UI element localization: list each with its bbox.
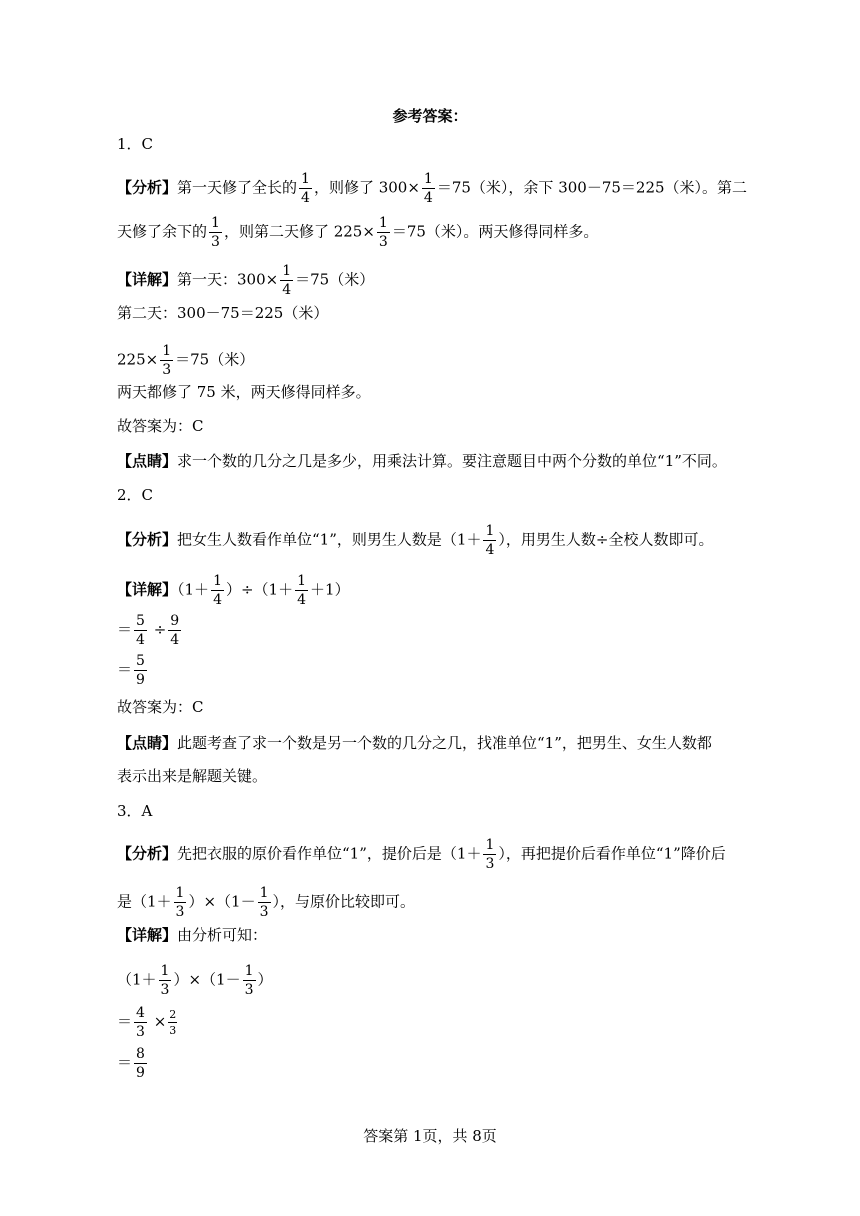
fraction (174, 886, 187, 919)
q1-detail-line-2: 第二天：300－75＝225（米） (117, 304, 329, 322)
denominator: 4 (170, 632, 180, 648)
text: 此题考查了求一个数是另一个数的几分之几，找准单位“1”，把男生、女生人数都 (177, 734, 712, 752)
q2-step-1 (117, 614, 183, 647)
question-1-number: 1．C (117, 135, 154, 153)
fraction (422, 172, 435, 205)
equals: ＝ (117, 660, 133, 679)
text: ＝75（米），余下 300－75＝225（米）。第二 (436, 178, 748, 197)
text: 第一天：300× (177, 270, 279, 289)
numerator: 4 (136, 1005, 145, 1021)
text: ，则修了 300× (313, 178, 420, 197)
comment-tag: 【点睛】 (117, 734, 178, 752)
equals: ＝ (117, 1012, 133, 1031)
text: ）÷（1＋ (225, 580, 294, 599)
denominator: 3 (169, 1024, 177, 1037)
fraction (299, 172, 312, 205)
numerator: 1 (378, 215, 388, 231)
denominator: 9 (136, 1065, 145, 1081)
analysis-tag: 【分析】 (117, 844, 178, 863)
question-3-number: 3．A (117, 802, 153, 820)
fraction (295, 574, 308, 607)
numerator: 1 (301, 171, 310, 187)
text: ，则第二天修了 225× (223, 222, 375, 241)
fraction (168, 1009, 177, 1036)
fraction (211, 574, 224, 607)
text: 天修了余下的 (117, 222, 208, 241)
fraction (168, 614, 181, 647)
q3-analysis-line-1 (117, 838, 726, 871)
text: 由分析可知： (177, 926, 268, 944)
equals: ＝ (117, 1053, 133, 1072)
fraction (134, 1006, 147, 1039)
numerator: 1 (282, 263, 292, 279)
q3-detail-line-1 (117, 925, 267, 945)
q2-comment-line-1 (117, 733, 712, 753)
denominator: 4 (485, 542, 495, 558)
denominator: 4 (297, 592, 307, 608)
q3-step-2 (117, 1047, 149, 1080)
analysis-tag: 【分析】 (117, 178, 178, 197)
q1-analysis-line-1 (117, 172, 747, 205)
operator: ÷ (148, 620, 167, 639)
numerator: 8 (136, 1046, 145, 1062)
page-title: 参考答案： (392, 107, 468, 125)
numerator: 1 (160, 963, 170, 979)
numerator: 1 (244, 963, 254, 979)
numerator: 1 (485, 837, 495, 853)
text: （1＋ (117, 970, 157, 989)
text: 先把衣服的原价看作单位“1”，提价后是（1＋ (177, 844, 482, 863)
numerator: 1 (485, 523, 495, 539)
fraction (134, 654, 147, 687)
text: ） (257, 970, 273, 989)
analysis-tag: 【分析】 (117, 530, 178, 549)
denominator: 4 (282, 282, 292, 298)
text: （1＋ (177, 580, 210, 599)
denominator: 3 (485, 856, 495, 872)
denominator: 3 (211, 234, 220, 250)
fraction (209, 216, 222, 249)
denominator: 4 (213, 592, 222, 608)
q1-comment (117, 451, 727, 471)
text: ）×（1－ (173, 970, 241, 989)
denominator: 3 (244, 982, 254, 998)
q1-answer: 故答案为：C (117, 417, 204, 435)
q2-comment-line-2: 表示出来是解题关键。 (117, 767, 268, 785)
q3-expression (117, 964, 273, 997)
numerator: 2 (169, 1008, 177, 1021)
fraction (258, 886, 271, 919)
text: 是（1＋ (117, 892, 172, 911)
fraction (280, 264, 293, 297)
equals: ＝ (117, 620, 133, 639)
fraction (134, 614, 147, 647)
text: ），用男生人数÷全校人数即可。 (498, 530, 714, 549)
denominator: 3 (136, 1024, 145, 1040)
fraction (377, 216, 390, 249)
denominator: 9 (136, 672, 145, 688)
numerator: 1 (297, 573, 307, 589)
detail-tag: 【详解】 (117, 926, 178, 944)
q3-step-1 (117, 1006, 179, 1039)
denominator: 3 (175, 904, 185, 920)
text: ），与原价比较即可。 (272, 892, 416, 911)
text: 第一天修了全长的 (177, 178, 298, 197)
text: ＋1） (310, 580, 350, 599)
fraction (483, 838, 496, 871)
denominator: 4 (301, 190, 310, 206)
q2-answer: 故答案为：C (117, 698, 204, 716)
fraction (134, 1047, 147, 1080)
numerator: 5 (136, 613, 145, 629)
numerator: 9 (170, 613, 180, 629)
text: 把女生人数看作单位“1”，则男生人数是（1＋ (177, 530, 482, 549)
detail-tag: 【详解】 (117, 270, 178, 289)
numerator: 1 (423, 171, 433, 187)
text: ）×（1－ (188, 892, 256, 911)
numerator: 5 (136, 653, 145, 669)
q1-detail-line-1 (117, 264, 374, 297)
text: ），再把提价后看作单位“1”降价后 (498, 844, 726, 863)
q3-analysis-line-2 (117, 886, 415, 919)
text: 求一个数的几分之几是多少，用乘法计算。要注意题目中两个分数的单位“1”不同。 (177, 452, 727, 470)
q2-detail (117, 574, 350, 607)
operator: × (148, 1012, 167, 1031)
numerator: 1 (162, 343, 172, 359)
q2-analysis (117, 524, 713, 557)
denominator: 3 (160, 982, 170, 998)
numerator: 1 (259, 885, 269, 901)
numerator: 1 (211, 215, 220, 231)
denominator: 3 (259, 904, 269, 920)
text: ＝75（米） (175, 350, 255, 369)
page-footer: 答案第 1页，共 8页 (363, 1127, 497, 1145)
q1-analysis-line-2 (117, 216, 598, 249)
question-2-number: 2．C (117, 486, 154, 504)
q1-detail-line-4: 两天都修了 75 米，两天修得同样多。 (117, 383, 371, 401)
denominator: 3 (162, 362, 172, 378)
denominator: 4 (423, 190, 433, 206)
denominator: 3 (378, 234, 388, 250)
numerator: 1 (175, 885, 185, 901)
fraction (159, 964, 172, 997)
comment-tag: 【点睛】 (117, 452, 178, 470)
text: ＝75（米） (295, 270, 375, 289)
denominator: 4 (136, 632, 145, 648)
fraction (483, 524, 496, 557)
fraction (243, 964, 256, 997)
fraction (160, 344, 173, 377)
numerator: 1 (213, 573, 222, 589)
q2-step-2 (117, 654, 149, 687)
detail-tag: 【详解】 (117, 580, 178, 599)
text: 225× (117, 350, 159, 369)
text: ＝75（米）。两天修得同样多。 (391, 222, 599, 241)
q1-detail-line-3 (117, 344, 254, 377)
